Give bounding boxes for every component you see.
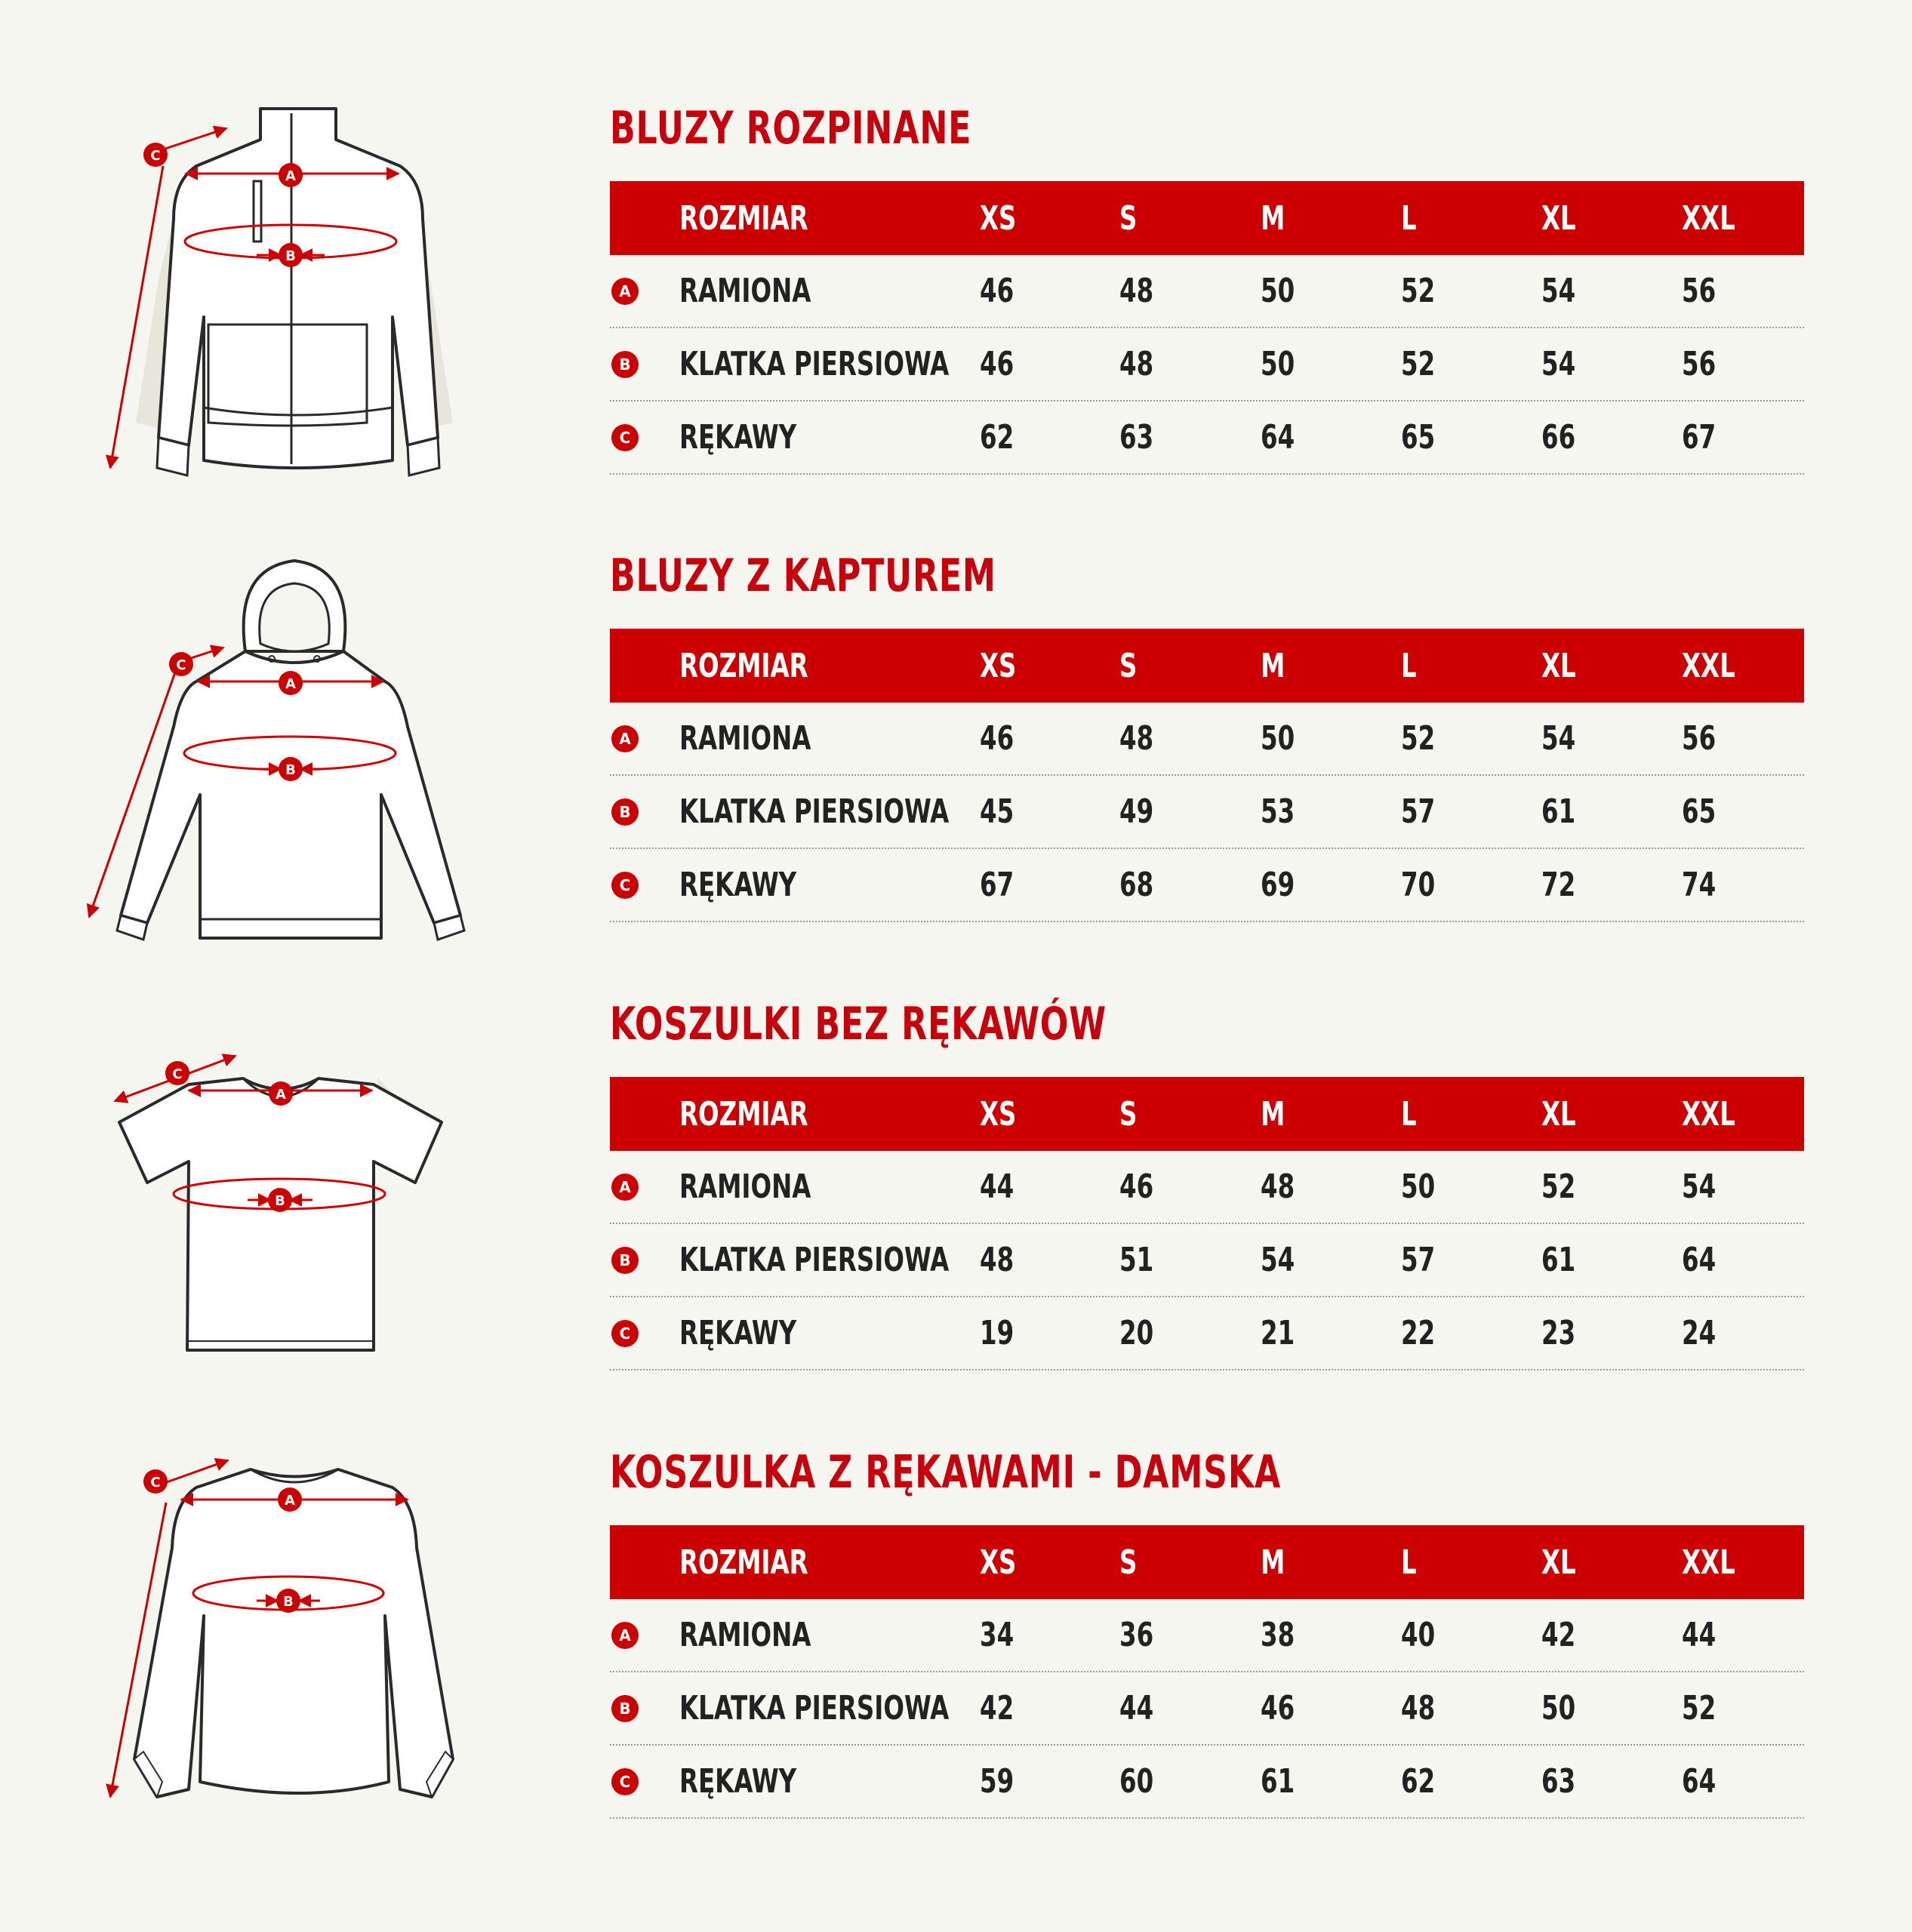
value-cell: 52 xyxy=(1401,345,1436,383)
marker-b: B xyxy=(283,1594,294,1610)
row-label: RĘKAWY xyxy=(679,866,797,904)
value-cell: 49 xyxy=(1119,792,1154,831)
row-badge: B xyxy=(611,351,639,378)
marker-c: C xyxy=(172,1066,183,1082)
table-row xyxy=(610,849,1804,922)
marker-c: C xyxy=(150,1475,161,1491)
row-label: KLATKA PIERSIOWA xyxy=(679,345,950,383)
header-l: L xyxy=(1401,1094,1417,1134)
header-xxl: XXL xyxy=(1682,1094,1735,1134)
section-title: KOSZULKI BEZ RĘKAWÓW xyxy=(610,998,1107,1051)
section-title: BLUZY ROZPINANE xyxy=(610,102,972,155)
value-cell: 52 xyxy=(1682,1689,1716,1727)
header-xl: XL xyxy=(1541,646,1576,685)
row-badge: C xyxy=(611,1320,639,1347)
value-cell: 44 xyxy=(1119,1689,1154,1727)
table-header xyxy=(610,181,1804,255)
table-row xyxy=(610,703,1804,776)
value-cell: 19 xyxy=(980,1314,1014,1352)
row-label: RAMIONA xyxy=(679,1616,811,1654)
value-cell: 50 xyxy=(1261,719,1295,758)
header-xs: XS xyxy=(980,1094,1017,1134)
tshirt-icon xyxy=(75,1001,498,1424)
value-cell: 72 xyxy=(1541,866,1576,904)
value-cell: 54 xyxy=(1682,1168,1716,1206)
table-row xyxy=(610,776,1804,849)
value-cell: 61 xyxy=(1541,792,1576,831)
table-header xyxy=(610,1525,1804,1599)
value-cell: 38 xyxy=(1261,1616,1295,1654)
marker-b: B xyxy=(275,1193,285,1209)
marker-a: A xyxy=(285,676,296,692)
value-cell: 54 xyxy=(1261,1241,1295,1279)
row-label: RĘKAWY xyxy=(679,1762,797,1801)
row-badge: A xyxy=(611,278,639,305)
value-cell: 48 xyxy=(1119,345,1154,383)
size-section-hoodies xyxy=(0,549,1912,976)
table-header xyxy=(610,1077,1804,1151)
value-cell: 50 xyxy=(1261,272,1295,310)
value-cell: 63 xyxy=(1119,418,1154,457)
row-badge: A xyxy=(611,1622,639,1649)
header-m: M xyxy=(1261,198,1285,238)
table-row xyxy=(610,1151,1804,1224)
value-cell: 56 xyxy=(1682,272,1716,310)
section-title: BLUZY Z KAPTUREM xyxy=(610,549,996,602)
value-cell: 65 xyxy=(1682,792,1716,831)
table-row xyxy=(610,328,1804,401)
value-cell: 48 xyxy=(1401,1689,1436,1727)
value-cell: 57 xyxy=(1401,1241,1436,1279)
value-cell: 64 xyxy=(1682,1241,1716,1279)
marker-a: A xyxy=(276,1087,286,1103)
row-badge: B xyxy=(611,798,639,826)
value-cell: 50 xyxy=(1401,1168,1436,1206)
hoodie-icon xyxy=(75,553,498,976)
table-row xyxy=(610,255,1804,328)
header-s: S xyxy=(1119,646,1138,685)
table-row xyxy=(610,1224,1804,1297)
marker-a: A xyxy=(285,1493,295,1509)
value-cell: 67 xyxy=(1682,418,1716,457)
table-row xyxy=(610,1297,1804,1371)
row-badge: B xyxy=(611,1247,639,1274)
value-cell: 62 xyxy=(980,418,1014,457)
header-l: L xyxy=(1401,198,1417,238)
row-label: KLATKA PIERSIOWA xyxy=(679,792,950,831)
row-label: RĘKAWY xyxy=(679,418,797,457)
table-row xyxy=(610,401,1804,475)
marker-b: B xyxy=(285,248,296,264)
header-s: S xyxy=(1119,1543,1138,1582)
header-xs: XS xyxy=(980,198,1017,238)
table-row xyxy=(610,1746,1804,1819)
value-cell: 56 xyxy=(1682,345,1716,383)
value-cell: 67 xyxy=(980,866,1014,904)
table-header xyxy=(610,629,1804,703)
row-badge: A xyxy=(611,1174,639,1201)
value-cell: 64 xyxy=(1261,418,1295,457)
value-cell: 48 xyxy=(1119,719,1154,758)
value-cell: 54 xyxy=(1541,345,1576,383)
header-xl: XL xyxy=(1541,1543,1576,1582)
value-cell: 44 xyxy=(980,1168,1014,1206)
header-m: M xyxy=(1261,1094,1285,1134)
header-size-label: ROZMIAR xyxy=(679,1543,808,1582)
value-cell: 24 xyxy=(1682,1314,1716,1352)
value-cell: 44 xyxy=(1682,1616,1716,1654)
size-table xyxy=(610,1077,1804,1371)
row-label: RĘKAWY xyxy=(679,1314,797,1352)
size-table xyxy=(610,1525,1804,1819)
value-cell: 20 xyxy=(1119,1314,1154,1352)
header-l: L xyxy=(1401,646,1417,685)
size-section-womens-long-sleeve xyxy=(0,1446,1912,1872)
value-cell: 46 xyxy=(980,345,1014,383)
value-cell: 48 xyxy=(1119,272,1154,310)
value-cell: 42 xyxy=(1541,1616,1576,1654)
value-cell: 56 xyxy=(1682,719,1716,758)
value-cell: 64 xyxy=(1682,1762,1716,1801)
value-cell: 50 xyxy=(1541,1689,1576,1727)
value-cell: 54 xyxy=(1541,719,1576,758)
value-cell: 51 xyxy=(1119,1241,1154,1279)
value-cell: 59 xyxy=(980,1762,1014,1801)
value-cell: 65 xyxy=(1401,418,1436,457)
row-label: RAMIONA xyxy=(679,719,811,758)
value-cell: 74 xyxy=(1682,866,1716,904)
header-xxl: XXL xyxy=(1682,646,1735,685)
header-size-label: ROZMIAR xyxy=(679,646,808,685)
marker-c: C xyxy=(176,657,186,673)
value-cell: 70 xyxy=(1401,866,1436,904)
value-cell: 66 xyxy=(1541,418,1576,457)
value-cell: 61 xyxy=(1261,1762,1295,1801)
header-s: S xyxy=(1119,198,1138,238)
header-size-label: ROZMIAR xyxy=(679,198,808,238)
row-badge: C xyxy=(611,1768,639,1795)
zip-hoodie-icon xyxy=(75,106,498,528)
row-badge: A xyxy=(611,725,639,752)
header-xl: XL xyxy=(1541,198,1576,238)
header-xl: XL xyxy=(1541,1094,1576,1134)
header-s: S xyxy=(1119,1094,1138,1134)
section-title: KOSZULKA Z RĘKAWAMI - DAMSKA xyxy=(610,1446,1282,1499)
marker-a: A xyxy=(285,168,296,184)
value-cell: 45 xyxy=(980,792,1014,831)
size-table xyxy=(610,181,1804,475)
value-cell: 69 xyxy=(1261,866,1295,904)
header-xxl: XXL xyxy=(1682,1543,1735,1582)
value-cell: 46 xyxy=(1119,1168,1154,1206)
value-cell: 61 xyxy=(1541,1241,1576,1279)
value-cell: 54 xyxy=(1541,272,1576,310)
value-cell: 36 xyxy=(1119,1616,1154,1654)
long-sleeve-shirt-icon xyxy=(75,1450,498,1872)
value-cell: 50 xyxy=(1261,345,1295,383)
value-cell: 46 xyxy=(980,272,1014,310)
header-size-label: ROZMIAR xyxy=(679,1094,808,1134)
row-label: KLATKA PIERSIOWA xyxy=(679,1689,950,1727)
value-cell: 21 xyxy=(1261,1314,1295,1352)
header-l: L xyxy=(1401,1543,1417,1582)
header-m: M xyxy=(1261,646,1285,685)
value-cell: 42 xyxy=(980,1689,1014,1727)
row-label: RAMIONA xyxy=(679,1168,811,1206)
value-cell: 60 xyxy=(1119,1762,1154,1801)
marker-c: C xyxy=(150,148,161,164)
row-badge: C xyxy=(611,872,639,899)
table-row xyxy=(610,1599,1804,1672)
value-cell: 34 xyxy=(980,1616,1014,1654)
value-cell: 52 xyxy=(1401,272,1436,310)
value-cell: 46 xyxy=(1261,1689,1295,1727)
value-cell: 22 xyxy=(1401,1314,1436,1352)
header-xs: XS xyxy=(980,646,1017,685)
size-section-tshirts xyxy=(0,998,1912,1424)
table-row xyxy=(610,1672,1804,1746)
header-xs: XS xyxy=(980,1543,1017,1582)
header-m: M xyxy=(1261,1543,1285,1582)
value-cell: 48 xyxy=(980,1241,1014,1279)
value-cell: 23 xyxy=(1541,1314,1576,1352)
value-cell: 62 xyxy=(1401,1762,1436,1801)
value-cell: 40 xyxy=(1401,1616,1436,1654)
value-cell: 52 xyxy=(1401,719,1436,758)
row-label: KLATKA PIERSIOWA xyxy=(679,1241,950,1279)
row-badge: C xyxy=(611,424,639,451)
row-badge: B xyxy=(611,1695,639,1722)
marker-b: B xyxy=(285,762,296,778)
value-cell: 46 xyxy=(980,719,1014,758)
value-cell: 68 xyxy=(1119,866,1154,904)
row-label: RAMIONA xyxy=(679,272,811,310)
value-cell: 48 xyxy=(1261,1168,1295,1206)
value-cell: 53 xyxy=(1261,792,1295,831)
size-table xyxy=(610,629,1804,922)
size-section-zip-hoodies xyxy=(0,102,1912,528)
value-cell: 52 xyxy=(1541,1168,1576,1206)
value-cell: 63 xyxy=(1541,1762,1576,1801)
header-xxl: XXL xyxy=(1682,198,1735,238)
value-cell: 57 xyxy=(1401,792,1436,831)
